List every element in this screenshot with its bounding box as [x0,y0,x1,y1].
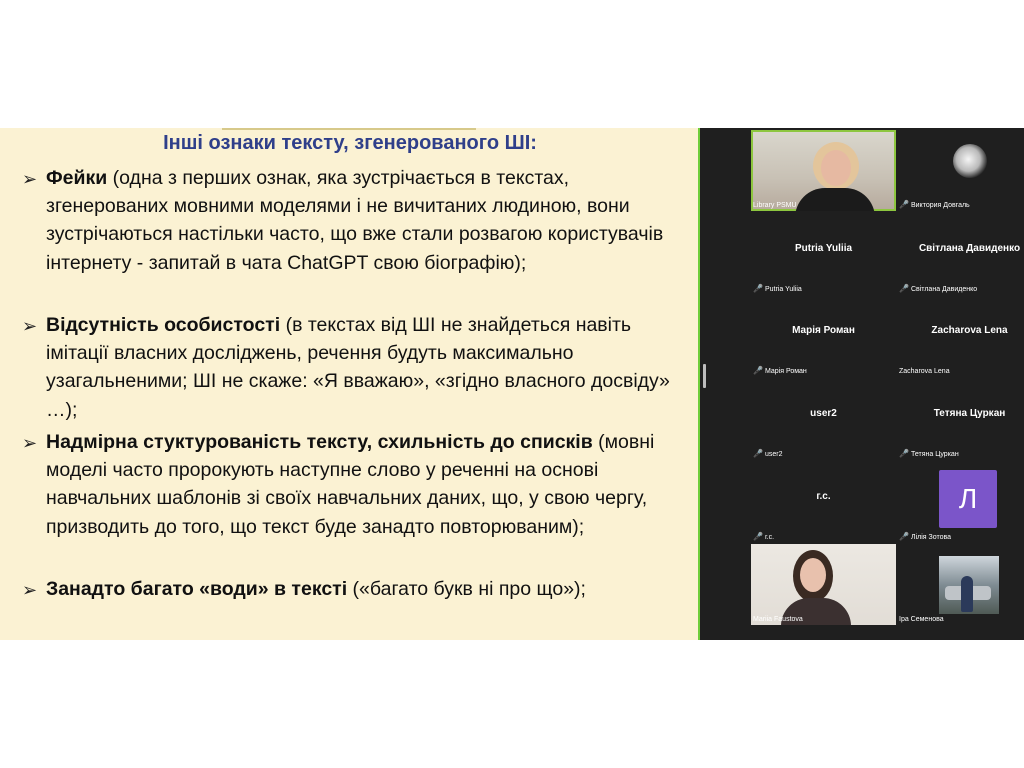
participant-label: Лілія Зотова [910,534,952,541]
mic-off-icon: 🎤 [899,284,909,293]
mic-off-icon: 🎤 [899,532,909,541]
slide-bullet [22,575,682,603]
participant-tile-video[interactable] [897,130,1024,211]
participant-label: Putria Yuliia [764,286,802,293]
participant-tile[interactable] [751,214,896,295]
shared-slide [0,128,700,640]
participant-display-name: Світлана Давиденко [918,243,1021,254]
panel-resize-handle[interactable] [703,364,706,388]
bullet-heading: Надмірна стуктурованість тексту, схильність до списків [46,431,593,453]
video-feed [751,130,896,211]
arrow-bullet-icon: ➢ [22,433,38,453]
participant-label: user2 [764,451,783,458]
slide-bullet [22,428,682,541]
participant-display-name: user2 [810,408,837,419]
participant-label: Іра Семенова [899,616,944,623]
bullet-body: (в текстах від ШІ не знайдеться навіть імітації власних досліджень, речення будуть максимально узагальненими; ШІ не скаже: «Я вважаю», «згідно власного досвіду» …); [46,314,670,421]
participant-label: Світлана Давиденко [910,286,978,293]
participant-display-name: Zacharova Lena [931,325,1008,336]
video-call-screen [0,128,1024,640]
participant-tile[interactable] [897,214,1024,295]
participant-tile-video[interactable] [751,544,896,625]
arrow-bullet-icon: ➢ [22,580,38,600]
bullet-heading: Фейки [46,167,108,189]
participant-display-name: г.с. [816,491,831,502]
slide-bullet [22,164,682,277]
video-feed [953,144,987,178]
participant-label: Library PSMU [753,202,797,209]
participant-tile[interactable] [897,462,1024,543]
participant-label: Марія Роман [764,368,807,375]
mic-off-icon: 🎤 [753,366,763,375]
mic-off-icon: 🎤 [899,449,909,458]
participant-avatar: Л [939,470,997,528]
bullet-heading: Відсутність особистості [46,314,281,336]
participant-tile-video[interactable] [897,544,1024,625]
participant-tile[interactable] [897,296,1024,377]
bullet-heading: Занадто багато «води» в тексті [46,578,348,600]
participant-tile-video[interactable] [751,130,896,211]
participant-display-name: Тетяна Цуркан [933,408,1006,419]
video-feed [751,544,896,625]
mic-off-icon: 🎤 [899,200,909,209]
bullet-body: (одна з перших ознак, яка зустрічається в текстах, згенерованих мовними моделями і не вичитаних людиною, вони зустрічаються настільки часто, що вже стали розвагою користувачів інтернету - запитай в чата ChatGPT свою біографію); [46,167,664,274]
arrow-bullet-icon: ➢ [22,169,38,189]
participant-label: Виктория Довгаль [910,202,970,209]
slide-decor-line [222,128,476,130]
mic-off-icon: 🎤 [753,284,763,293]
arrow-bullet-icon: ➢ [22,316,38,336]
video-feed [939,556,999,614]
participant-tile[interactable] [897,379,1024,460]
mic-off-icon: 🎤 [753,449,763,458]
participant-tile[interactable] [751,296,896,377]
participant-tile[interactable] [751,379,896,460]
participant-display-name: Putria Yuliia [794,243,853,254]
slide-title: Інші ознаки тексту, згенерованого ШІ: [163,132,537,154]
participant-label: Тетяна Цуркан [910,451,959,458]
slide-bullet [22,311,682,424]
bullet-body: («багато букв ні про що»); [347,578,586,600]
participant-label: Zacharova Lena [899,368,950,375]
participant-display-name: Марія Роман [792,325,855,336]
participant-label: г.с. [764,534,775,541]
mic-off-icon: 🎤 [753,532,763,541]
participant-label: Mariia Faustova [753,616,803,623]
bullet-body: (мовні моделі часто пророкують наступне слово у реченні на основі навчальних шаблонів зі своїх навчальних даних, що, у свою чергу, призводить до того, що текст буде занадто повторюваним); [46,431,655,538]
participant-tile[interactable] [751,462,896,543]
